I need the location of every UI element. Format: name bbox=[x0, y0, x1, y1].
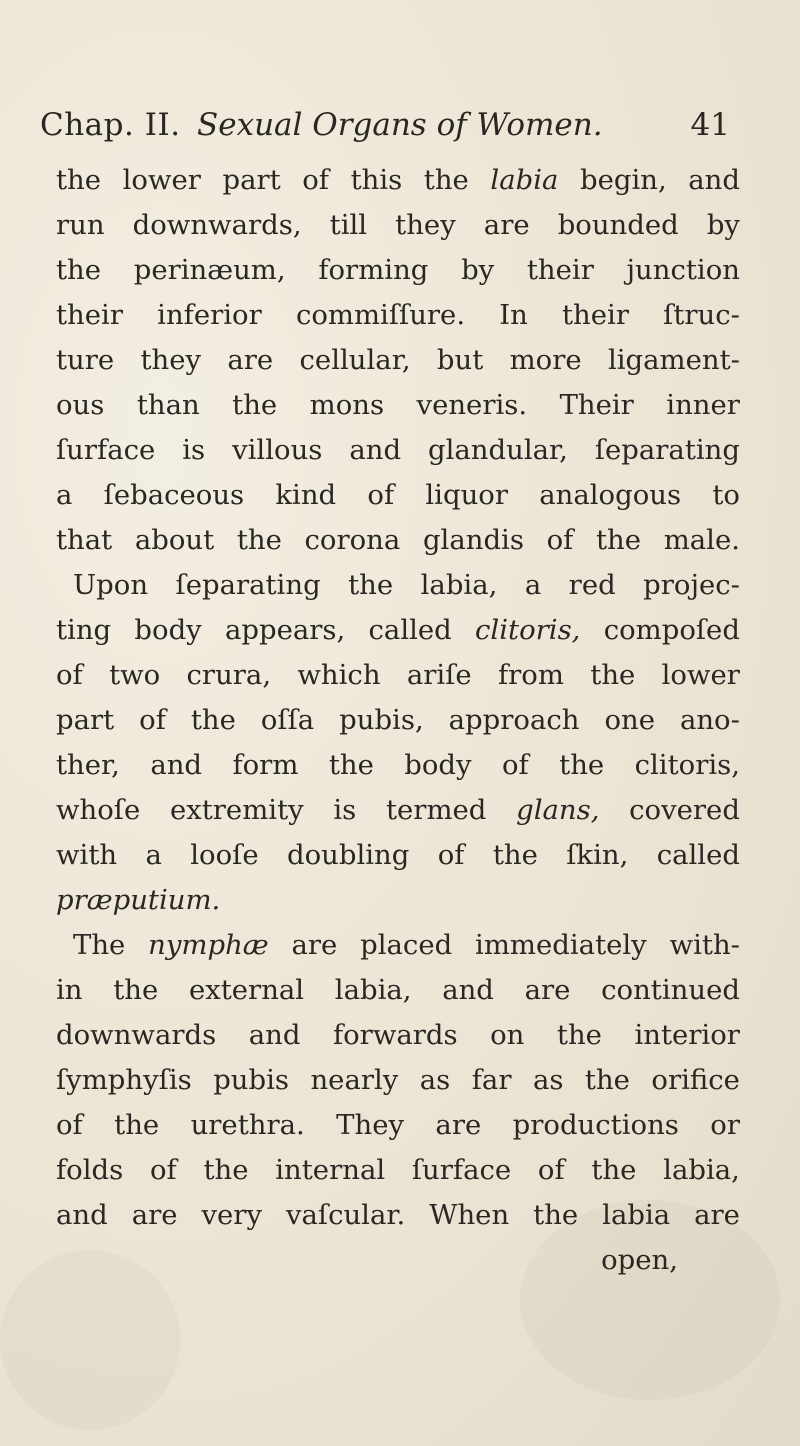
word: ligament- bbox=[607, 344, 740, 376]
word: labia, bbox=[420, 569, 498, 601]
word: Their bbox=[559, 389, 634, 421]
word: placed bbox=[360, 929, 453, 961]
word: the bbox=[596, 524, 642, 556]
word: liquor bbox=[425, 479, 508, 511]
word: perinæum, bbox=[133, 254, 286, 286]
word: ture bbox=[56, 344, 115, 376]
word: a bbox=[145, 839, 162, 871]
word: that bbox=[56, 524, 113, 556]
word: are bbox=[524, 974, 571, 1006]
word: a bbox=[524, 569, 542, 601]
text-line bbox=[56, 653, 740, 698]
word: on bbox=[490, 1019, 525, 1051]
word: ous bbox=[56, 389, 105, 421]
word: looſe bbox=[190, 839, 259, 871]
word: productions bbox=[512, 1109, 679, 1141]
word: to bbox=[712, 479, 740, 511]
word: the bbox=[423, 164, 469, 196]
word: downwards, bbox=[132, 209, 302, 241]
text-line bbox=[56, 698, 740, 743]
text-line bbox=[56, 788, 740, 833]
word: the bbox=[114, 1109, 160, 1141]
word: with bbox=[56, 839, 118, 871]
word: folds bbox=[56, 1154, 124, 1186]
word: ſymphyſis bbox=[56, 1064, 192, 1096]
word: analogous bbox=[539, 479, 682, 511]
word: mons bbox=[309, 389, 385, 421]
text-line bbox=[56, 1238, 740, 1283]
running-title: Sexual Organs of Women. bbox=[197, 107, 603, 143]
word: called bbox=[656, 839, 740, 871]
word: they bbox=[140, 344, 202, 376]
word: of bbox=[139, 704, 166, 736]
word: oſſa bbox=[260, 704, 315, 736]
word: termed bbox=[385, 794, 487, 826]
text-line bbox=[56, 338, 740, 383]
word: their bbox=[526, 254, 594, 286]
word: glandis bbox=[422, 524, 524, 556]
word: external bbox=[188, 974, 305, 1006]
word: clitoris, bbox=[634, 749, 740, 781]
word: continued bbox=[601, 974, 740, 1006]
word: are bbox=[131, 1199, 178, 1231]
word: the bbox=[492, 839, 538, 871]
text-line bbox=[56, 428, 740, 473]
word: and bbox=[56, 1199, 108, 1231]
word: corona bbox=[304, 524, 401, 556]
word: the bbox=[56, 254, 102, 286]
word: ſeparating bbox=[594, 434, 740, 466]
word: is bbox=[333, 794, 357, 826]
word: two bbox=[109, 659, 161, 691]
text-line bbox=[56, 158, 740, 203]
word: bounded bbox=[557, 209, 679, 241]
text-line bbox=[56, 1058, 740, 1103]
word: forwards bbox=[332, 1019, 458, 1051]
word: veneris. bbox=[416, 389, 528, 421]
word: ſebaceous bbox=[103, 479, 245, 511]
word: cellular, bbox=[299, 344, 411, 376]
word: their bbox=[562, 299, 629, 331]
word: run bbox=[56, 209, 105, 241]
word: interior bbox=[634, 1019, 740, 1051]
word: body bbox=[134, 614, 202, 646]
word: called bbox=[368, 614, 452, 646]
text-line bbox=[56, 248, 740, 293]
word: labia, bbox=[663, 1154, 740, 1186]
word: are bbox=[694, 1199, 740, 1231]
word: They bbox=[336, 1109, 405, 1141]
word: and bbox=[150, 749, 203, 781]
word: of bbox=[56, 659, 83, 691]
word: crura, bbox=[186, 659, 272, 691]
word: immediately bbox=[475, 929, 647, 961]
word: part bbox=[56, 704, 115, 736]
word: about bbox=[134, 524, 215, 556]
word: ſurface bbox=[411, 1154, 512, 1186]
text-line bbox=[56, 743, 740, 788]
page-number: 41 bbox=[690, 107, 730, 143]
word: labia bbox=[602, 1199, 671, 1231]
text-line bbox=[56, 923, 740, 968]
word: doubling bbox=[286, 839, 410, 871]
word: far bbox=[471, 1064, 512, 1096]
word: ther, bbox=[56, 749, 120, 781]
word: than bbox=[136, 389, 200, 421]
text-line bbox=[56, 383, 740, 428]
word: begin, bbox=[579, 164, 667, 196]
word: the bbox=[584, 1064, 630, 1096]
word: compoſed bbox=[603, 614, 740, 646]
word: præputium. bbox=[56, 884, 221, 916]
word: kind bbox=[275, 479, 337, 511]
word: of bbox=[501, 749, 529, 781]
word: as bbox=[532, 1064, 564, 1096]
word: this bbox=[350, 164, 403, 196]
word: covered bbox=[629, 794, 740, 826]
word: very bbox=[201, 1199, 262, 1231]
word: forming bbox=[318, 254, 429, 286]
word: pubis bbox=[213, 1064, 290, 1096]
word: which bbox=[297, 659, 381, 691]
word: the bbox=[56, 164, 102, 196]
word: inferior bbox=[157, 299, 262, 331]
word: one bbox=[604, 704, 655, 736]
word: approach bbox=[448, 704, 580, 736]
word: a bbox=[56, 479, 73, 511]
word: form bbox=[232, 749, 299, 781]
word: more bbox=[509, 344, 582, 376]
word: of bbox=[56, 1109, 83, 1141]
word: junction bbox=[626, 254, 740, 286]
word: appears, bbox=[224, 614, 346, 646]
word: When bbox=[429, 1199, 510, 1231]
catchword: open, bbox=[601, 1244, 678, 1276]
word: male. bbox=[663, 524, 740, 556]
word: of bbox=[367, 479, 395, 511]
word: the bbox=[328, 749, 374, 781]
word: are bbox=[483, 209, 530, 241]
word: the bbox=[348, 569, 394, 601]
word: ſkin, bbox=[566, 839, 629, 871]
word: clitoris, bbox=[475, 614, 581, 646]
word: by bbox=[706, 209, 740, 241]
word: ano- bbox=[679, 704, 740, 736]
text-line bbox=[56, 833, 740, 878]
word: their bbox=[56, 299, 123, 331]
word: the bbox=[203, 1154, 249, 1186]
word: ting bbox=[56, 614, 112, 646]
word: are bbox=[291, 929, 338, 961]
word: The bbox=[73, 929, 126, 961]
word: of bbox=[302, 164, 329, 196]
word: the bbox=[190, 704, 236, 736]
word: of bbox=[537, 1154, 565, 1186]
text-line bbox=[56, 563, 740, 608]
word: extremity bbox=[169, 794, 304, 826]
word: the bbox=[559, 749, 605, 781]
word: commiſſure. bbox=[295, 299, 466, 331]
word: of bbox=[149, 1154, 177, 1186]
word: ariſe bbox=[406, 659, 472, 691]
chapter-label: Chap. II. bbox=[40, 107, 181, 143]
text-line bbox=[56, 473, 740, 518]
word: In bbox=[499, 299, 528, 331]
word: projec- bbox=[643, 569, 740, 601]
word: glans, bbox=[516, 794, 600, 826]
word: the bbox=[590, 659, 636, 691]
word: internal bbox=[275, 1154, 386, 1186]
word: by bbox=[461, 254, 495, 286]
text-line bbox=[56, 203, 740, 248]
word: the bbox=[591, 1154, 637, 1186]
word: or bbox=[710, 1109, 740, 1141]
word: in bbox=[56, 974, 83, 1006]
text-line bbox=[56, 1193, 740, 1238]
word: part bbox=[222, 164, 281, 196]
word: glandular, bbox=[428, 434, 568, 466]
word: the bbox=[232, 389, 278, 421]
word: of bbox=[546, 524, 574, 556]
text-line bbox=[56, 878, 740, 923]
word: the bbox=[533, 1199, 579, 1231]
word: but bbox=[436, 344, 484, 376]
word: inner bbox=[666, 389, 740, 421]
text-line bbox=[56, 608, 740, 653]
word: they bbox=[395, 209, 456, 241]
word: ſurface bbox=[56, 434, 156, 466]
word: till bbox=[329, 209, 368, 241]
word: labia bbox=[490, 164, 559, 196]
word: the bbox=[556, 1019, 602, 1051]
word: and bbox=[349, 434, 402, 466]
word: with- bbox=[669, 929, 740, 961]
word: as bbox=[419, 1064, 451, 1096]
word: labia, bbox=[334, 974, 412, 1006]
text-line bbox=[56, 968, 740, 1013]
word: ſeparating bbox=[175, 569, 321, 601]
word: and bbox=[442, 974, 494, 1006]
word: orifice bbox=[651, 1064, 740, 1096]
word: whoſe bbox=[56, 794, 141, 826]
running-header bbox=[40, 100, 730, 150]
word: urethra. bbox=[190, 1109, 305, 1141]
word: ſtruc- bbox=[663, 299, 740, 331]
word: and bbox=[688, 164, 740, 196]
word: nearly bbox=[310, 1064, 399, 1096]
word: body bbox=[404, 749, 472, 781]
word: villous bbox=[232, 434, 323, 466]
body-text bbox=[56, 158, 740, 1283]
word: red bbox=[568, 569, 616, 601]
word: is bbox=[182, 434, 206, 466]
word: of bbox=[437, 839, 465, 871]
word: are bbox=[435, 1109, 482, 1141]
word: the bbox=[236, 524, 282, 556]
word: pubis, bbox=[339, 704, 424, 736]
word: vaſcular. bbox=[285, 1199, 406, 1231]
word: lower bbox=[122, 164, 201, 196]
word: from bbox=[497, 659, 564, 691]
word: lower bbox=[661, 659, 740, 691]
text-line bbox=[56, 1103, 740, 1148]
word: nymphæ bbox=[148, 929, 269, 961]
text-line bbox=[56, 1013, 740, 1058]
word: the bbox=[113, 974, 159, 1006]
word: are bbox=[227, 344, 274, 376]
text-line bbox=[56, 293, 740, 338]
text-line bbox=[56, 1148, 740, 1193]
word: and bbox=[248, 1019, 301, 1051]
word: Upon bbox=[73, 569, 149, 601]
text-line bbox=[56, 518, 740, 563]
word: downwards bbox=[56, 1019, 217, 1051]
